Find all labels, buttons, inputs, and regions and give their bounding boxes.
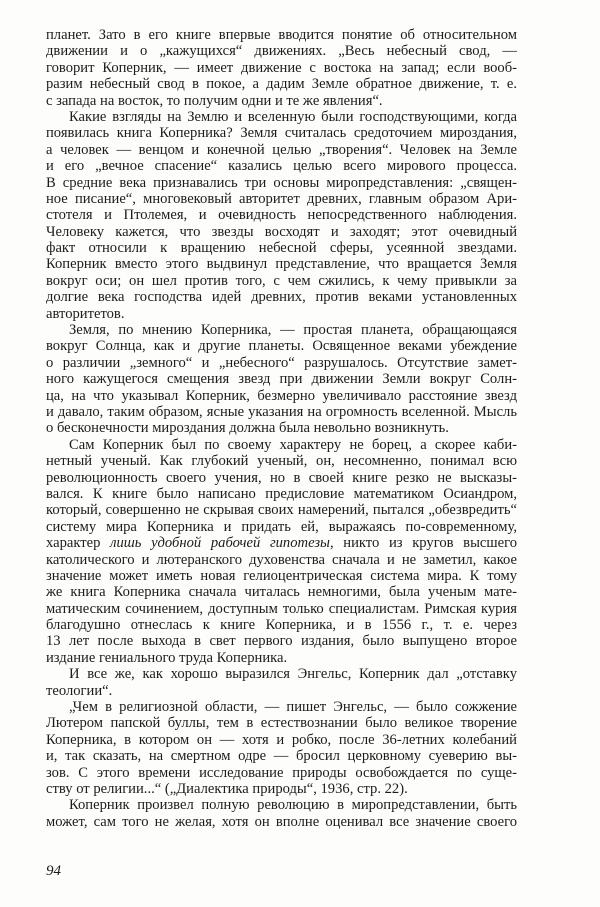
- text-line: и, так сказать, на смертном одре — бросил церковному суеверию вы-: [46, 748, 517, 765]
- text-line: и его „вечное спасение“ казались целью всего мирового процесса.: [46, 158, 517, 175]
- text-line: „Чем в религиозной области, — пишет Энгельс, — было сожжение: [69, 699, 517, 716]
- text-segment: , никто из кругов высшего: [329, 535, 517, 552]
- text-line: ству от религии...“ („Диалектика природы“, 1936, стр. 22).: [46, 780, 408, 797]
- text-line: движении и о „кажущихся“ движениях. „Весь небесный свод, —: [46, 43, 517, 60]
- text-line: Человеку кажется, что звезды восходят и заходят; этот очевидный: [46, 223, 517, 240]
- text-line: зов. С этого времени исследование природы освобождается по суще-: [46, 764, 517, 781]
- text-line: Коперник вместо этого выдвинул представление, что вращается Земля: [46, 256, 517, 273]
- text-line: вокруг Солнца, как и другие планеты. Освященное веками убеждение: [46, 338, 517, 355]
- text-line: стотеля и Птолемея, и очевидность непосредственного наблюдения.: [46, 207, 517, 224]
- paragraph: [46, 699, 517, 797]
- text-line: вокруг оси; он шел против того, с чем сжились, к чему привыкли за: [46, 272, 517, 289]
- text-line: И все же, как хорошо выразился Энгельс, Коперник дал „отставку: [69, 666, 517, 683]
- text-line: говорит Коперник, — имеет движение с востока на запад; если вооб-: [46, 59, 517, 76]
- text-line: вался. К книге было написано предисловие математиком Осиандром,: [46, 485, 517, 502]
- text-line: появилась книга Коперника? Земля считалась средоточием мироздания,: [46, 125, 517, 142]
- text-line: о различии „земного“ и „небесного“ разрушалось. Отсутствие замет-: [46, 354, 517, 371]
- text-line: Коперника, в котором он — хотя и робко, после 36-летних колебаний: [46, 731, 517, 748]
- text-line: В средние века признавались три основы миропредставления: „священ-: [46, 174, 517, 191]
- text-line: и давало, таким образом, ясные указания на огромность вселенной. Мысль: [46, 403, 517, 420]
- text-segment: характер: [46, 535, 111, 552]
- text-line: ное писание“, многовековый авторитет древних, главным образом Ари-: [46, 190, 517, 207]
- text-line: планет. Зато в его книге впервые вводится понятие об относительном: [46, 27, 517, 43]
- paragraph: [46, 666, 517, 699]
- paragraph: [46, 109, 517, 322]
- text-line: издание гениального труда Коперника.: [46, 649, 288, 666]
- italic-emphasis: лишь удобной рабочей гипотезы: [110, 535, 330, 552]
- text-line: авторитетов.: [46, 305, 125, 322]
- paragraph: [46, 322, 517, 437]
- text-line: который, совершенно не скрывая своих намерений, пытался „обезвредить“: [46, 502, 517, 519]
- text-line: а человек — венцом и конечной целью „творения“. Человек на Земле: [46, 141, 517, 158]
- text-line: Земля, по мнению Коперника, — простая планета, обращающаяся: [69, 322, 517, 339]
- text-line: разим небесный свод в покое, а дадим Земле обратное движение, т. е.: [46, 76, 517, 93]
- text-line: [46, 535, 517, 551]
- text-line: 13 лет после выхода в свет первого издания, было выпущено второе: [46, 633, 517, 650]
- text-line: благодушно отнеслась к книге Коперника, и в 1556 г., т. е. через: [46, 617, 517, 634]
- text-line: Какие взгляды на Землю и вселенную были господствующими, когда: [69, 108, 517, 125]
- text-line: революционность своего учения, но в своей книге резко не высказы-: [46, 469, 517, 486]
- text-line: Лютером папской буллы, тем в естествознании было великое творение: [46, 715, 517, 732]
- paragraph: [46, 27, 517, 109]
- text-line: может, сам того не желая, хотя он вполне оценивал все значение своего: [46, 813, 517, 830]
- page-body-text: [46, 27, 517, 830]
- text-line: значение может иметь новая гелиоцентрическая система мира. К тому: [46, 567, 517, 584]
- text-line: матическим сочинением, доступным только специалистам. Римская курия: [46, 600, 517, 617]
- text-line: с запада на восток, то получим одни и те же явления“.: [46, 92, 383, 109]
- text-line: ца, на что указывал Коперник, безмерно увеличивало расстояние звезд: [46, 387, 517, 404]
- text-line: теологии“.: [46, 682, 113, 699]
- text-line: долгие века господства идей древних, против веками установленных: [46, 289, 517, 306]
- text-line: ного кажущегося смещения звезд при движении Земли вокруг Солн-: [46, 371, 517, 388]
- text-line: систему мира Коперника и придать ей, выражаясь по-современному,: [46, 518, 517, 535]
- text-line: Коперник произвел полную революцию в миропредставлении, быть: [69, 797, 517, 814]
- page-number: 94: [46, 863, 61, 879]
- paragraph: [46, 437, 517, 666]
- text-line: Сам Коперник был по своему характеру не борец, а скорее каби-: [69, 436, 517, 453]
- text-line: о бесконечности мироздания должна была невольно возникнуть.: [46, 420, 449, 437]
- text-line: факт относили к вращению небесной сферы, усеянной звездами.: [46, 240, 517, 257]
- text-line: же книга Коперника сначала читалась немногими, была ученым мате-: [46, 584, 517, 601]
- text-line: католического и лютеранского духовенства сначала и не заметил, какое: [46, 551, 517, 568]
- text-line: нетный ученый. Как глубокий ученый, он, несомненно, понимал всю: [46, 453, 517, 470]
- paragraph: [46, 797, 517, 830]
